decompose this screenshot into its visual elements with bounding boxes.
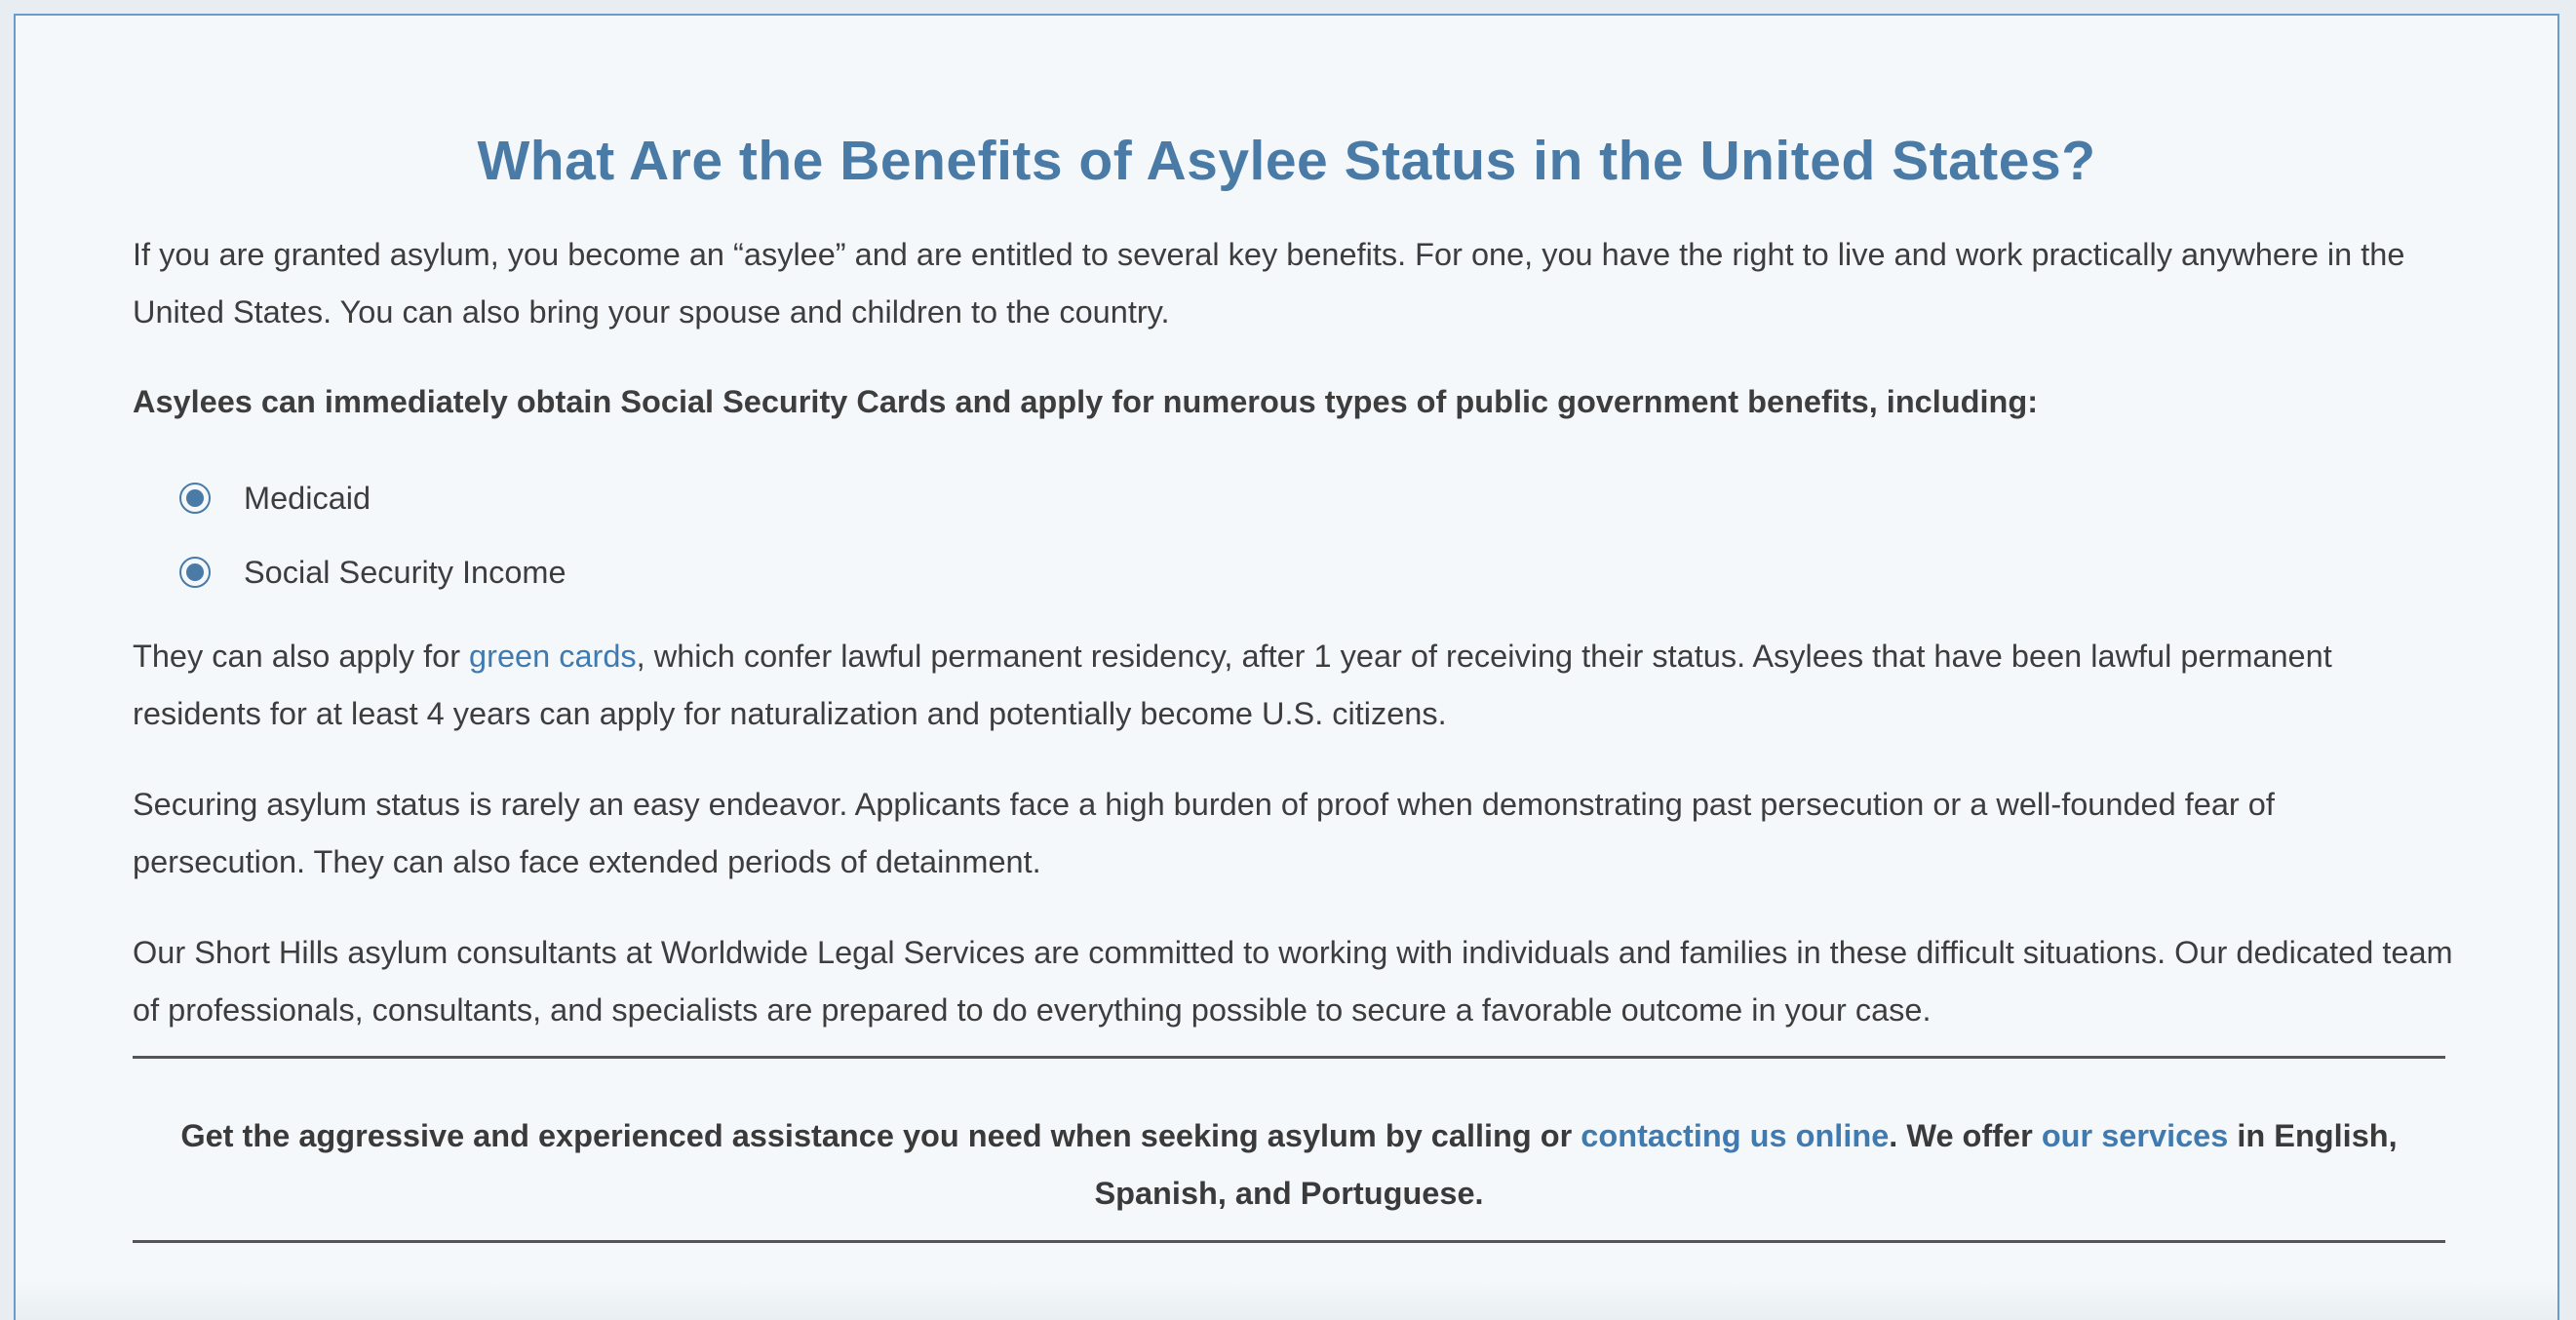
benefits-lead: Asylees can immediately obtain Social Security Cards and apply for numerous types of public government benefits, including: [133,384,2039,419]
list-item [179,535,566,609]
securing-paragraph: Securing asylum status is rarely an easy endeavor. Applicants face a high burden of proof when demonstrating past persecution or a well-founded fear of persecution. They can also face extended periods of detainment. [133,787,2275,879]
consultants-paragraph: Our Short Hills asylum consultants at Worldwide Legal Services are committed to working with individuals and families in these difficult situations. Our dedicated team of professionals, consultants, and specialists are prepared to do everything possible to secure a favorable outcome in your case. [133,935,2453,1028]
cta-text-2: . We offer [1889,1118,2042,1153]
green-cards-text-before: They can also apply for [133,639,470,674]
green-cards-paragraph [133,628,2453,743]
intro-paragraph: If you are granted asylum, you become an “asylee” and are entitled to several key benefits. For one, you have the right to live and work practically anywhere in the United States. You can also bring your spouse and children to the country. [133,237,2405,330]
call-to-action [133,1107,2445,1223]
content-panel [14,14,2559,1320]
bullet-radio-icon [179,557,211,588]
bottom-edge-shadow [16,1281,2557,1320]
bullet-radio-icon [179,483,211,514]
divider-top [133,1056,2445,1059]
benefit-label: Social Security Income [244,554,566,590]
green-cards-text-after: , which confer lawful permanent residency, after 1 year of receiving their status. Asylees that have been lawful permanent residents for at least 4 years can apply for naturalization and potentially become U.S. citizens. [133,639,2332,731]
cta-text-3: in English, Spanish, and Portuguese. [1094,1118,2398,1211]
list-item [179,461,566,535]
page-title: What Are the Benefits of Asylee Status in the United States? [477,130,2096,192]
green-cards-link[interactable]: green cards [469,639,637,674]
contact-online-link[interactable]: contacting us online [1581,1118,1890,1153]
cta-text-1: Get the aggressive and experienced assistance you need when seeking asylum by calling or [180,1118,1581,1153]
benefit-label: Medicaid [244,480,371,516]
benefits-list [179,461,566,609]
our-services-link[interactable]: our services [2041,1118,2229,1153]
divider-bottom [133,1240,2445,1243]
